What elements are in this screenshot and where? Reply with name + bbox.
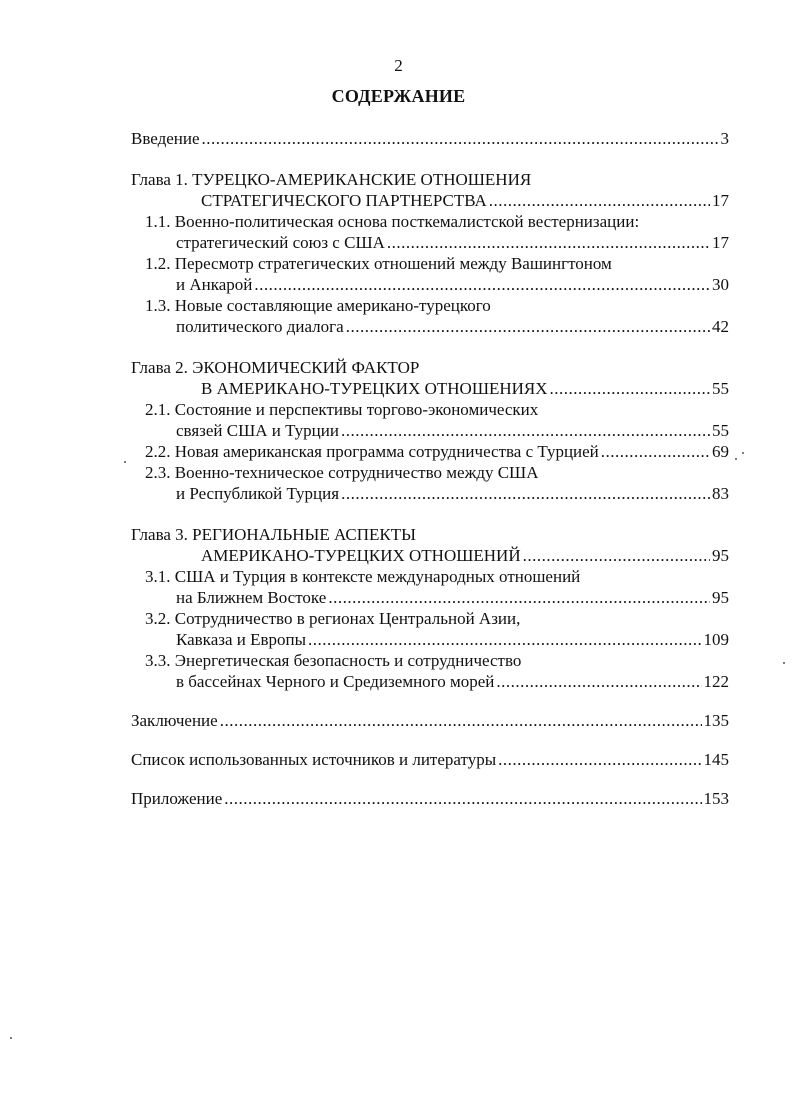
- leader-dots: [254, 274, 710, 295]
- section-3-3: [131, 650, 729, 671]
- chapter-heading-line2: СТРАТЕГИЧЕСКОГО ПАРТНЕРСТВА: [201, 191, 487, 210]
- chapter-page: 95: [712, 546, 729, 565]
- section-title: 2.2. Новая американская программа сотрудничества с Турцией: [145, 442, 599, 461]
- section-title-line2: политического диалога: [176, 317, 344, 336]
- leader-dots: [601, 441, 710, 462]
- leader-dots: [387, 232, 710, 253]
- section-page: 30: [712, 275, 729, 294]
- section-title: 3.2. Сотрудничество в регионах Центральной Азии,: [145, 609, 521, 628]
- leader-dots: [341, 483, 710, 504]
- section-3-1: [131, 566, 729, 587]
- chapter-page: 17: [712, 191, 729, 210]
- section-title-line2: Кавказа и Европы: [176, 630, 307, 649]
- chapter-heading-line1: Глава 1. ТУРЕЦКО-АМЕРИКАНСКИЕ ОТНОШЕНИЯ: [131, 170, 532, 189]
- toc-entry-page: 145: [703, 750, 729, 769]
- section-page: 83: [712, 484, 729, 503]
- section-title: 1.2. Пересмотр стратегических отношений между Вашингтоном: [145, 254, 612, 273]
- leader-dots: [220, 710, 702, 731]
- table-of-contents: [131, 128, 729, 809]
- page-title: СОДЕРЖАНИЕ: [331, 86, 466, 106]
- section-page: 55: [712, 421, 729, 440]
- section-1-3-continued: [131, 316, 729, 337]
- leader-dots: [308, 629, 701, 650]
- chapter-heading-continued: [131, 190, 729, 211]
- toc-entry-page: 3: [720, 129, 729, 148]
- leader-dots: [496, 671, 701, 692]
- leader-dots: [523, 545, 710, 566]
- section-title-line2: на Ближнем Востоке: [176, 588, 327, 607]
- chapter-heading: [131, 524, 729, 545]
- leader-dots: [202, 128, 719, 149]
- section-title-line2: и Анкарой: [176, 275, 253, 294]
- toc-entry-page: 153: [703, 789, 729, 808]
- page-number: 2: [394, 56, 403, 75]
- section-title: 3.3. Энергетическая безопасность и сотрудничество: [145, 651, 522, 670]
- section-1-1-continued: [131, 232, 729, 253]
- toc-entry-label: Заключение: [131, 711, 218, 730]
- toc-chapter-3: [131, 524, 729, 692]
- section-page: 69: [712, 442, 729, 461]
- scan-speck: [783, 662, 785, 664]
- section-2-1-continued: [131, 420, 729, 441]
- leader-dots: [341, 420, 710, 441]
- section-2-3-continued: [131, 483, 729, 504]
- chapter-heading-continued: [131, 378, 729, 399]
- section-title-line2: в бассейнах Черного и Средиземного морей: [176, 672, 495, 691]
- toc-entry-intro: [131, 128, 729, 149]
- section-title: 2.3. Военно-техническое сотрудничество между США: [145, 463, 539, 482]
- section-title-line2: связей США и Турции: [176, 421, 339, 440]
- scan-speck: [735, 458, 737, 460]
- section-1-2: [131, 253, 729, 274]
- chapter-heading: [131, 357, 729, 378]
- section-2-2: [131, 441, 729, 462]
- section-page: 95: [712, 588, 729, 607]
- toc-entry-conclusion: [131, 710, 729, 731]
- section-3-1-continued: [131, 587, 729, 608]
- toc-entry-appendix: [131, 788, 729, 809]
- section-title: 1.3. Новые составляющие американо-турецкого: [145, 296, 491, 315]
- chapter-heading-line2: АМЕРИКАНО-ТУРЕЦКИХ ОТНОШЕНИЙ: [201, 546, 521, 565]
- leader-dots: [328, 587, 710, 608]
- section-title-line2: и Республикой Турция: [176, 484, 340, 503]
- section-title-line2: стратегический союз с США: [176, 233, 385, 252]
- toc-entry-label: Введение: [131, 129, 200, 148]
- leader-dots: [550, 378, 710, 399]
- scan-speck: [742, 452, 744, 454]
- section-page: 109: [703, 630, 729, 649]
- chapter-page: 55: [712, 379, 729, 398]
- section-page: 42: [712, 317, 729, 336]
- toc-chapter-2: [131, 357, 729, 504]
- chapter-heading-line2: В АМЕРИКАНО-ТУРЕЦКИХ ОТНОШЕНИЯХ: [201, 379, 548, 398]
- section-title: 2.1. Состояние и перспективы торгово-экономических: [145, 400, 539, 419]
- scan-speck: [10, 1037, 12, 1039]
- section-title: 3.1. США и Турция в контексте международных отношений: [145, 567, 581, 586]
- chapter-heading: [131, 169, 729, 190]
- toc-chapter-1: [131, 169, 729, 337]
- section-3-3-continued: [131, 671, 729, 692]
- leader-dots: [489, 190, 710, 211]
- chapter-heading-line1: Глава 3. РЕГИОНАЛЬНЫЕ АСПЕКТЫ: [131, 525, 416, 544]
- leader-dots: [498, 749, 701, 770]
- section-3-2: [131, 608, 729, 629]
- toc-entry-label: Приложение: [131, 789, 223, 808]
- leader-dots: [224, 788, 701, 809]
- chapter-heading-continued: [131, 545, 729, 566]
- section-title: 1.1. Военно-политическая основа посткемалистской вестернизации:: [145, 212, 640, 231]
- section-2-3: [131, 462, 729, 483]
- toc-entry-label: Список использованных источников и литературы: [131, 750, 497, 769]
- section-page: 122: [703, 672, 729, 691]
- toc-entry-page: 135: [703, 711, 729, 730]
- toc-entry-sources: [131, 749, 729, 770]
- section-page: 17: [712, 233, 729, 252]
- scan-speck: [124, 461, 126, 463]
- section-3-2-continued: [131, 629, 729, 650]
- chapter-heading-line1: Глава 2. ЭКОНОМИЧЕСКИЙ ФАКТОР: [131, 358, 420, 377]
- section-1-2-continued: [131, 274, 729, 295]
- section-1-3: [131, 295, 729, 316]
- section-2-1: [131, 399, 729, 420]
- section-1-1: [131, 211, 729, 232]
- leader-dots: [346, 316, 710, 337]
